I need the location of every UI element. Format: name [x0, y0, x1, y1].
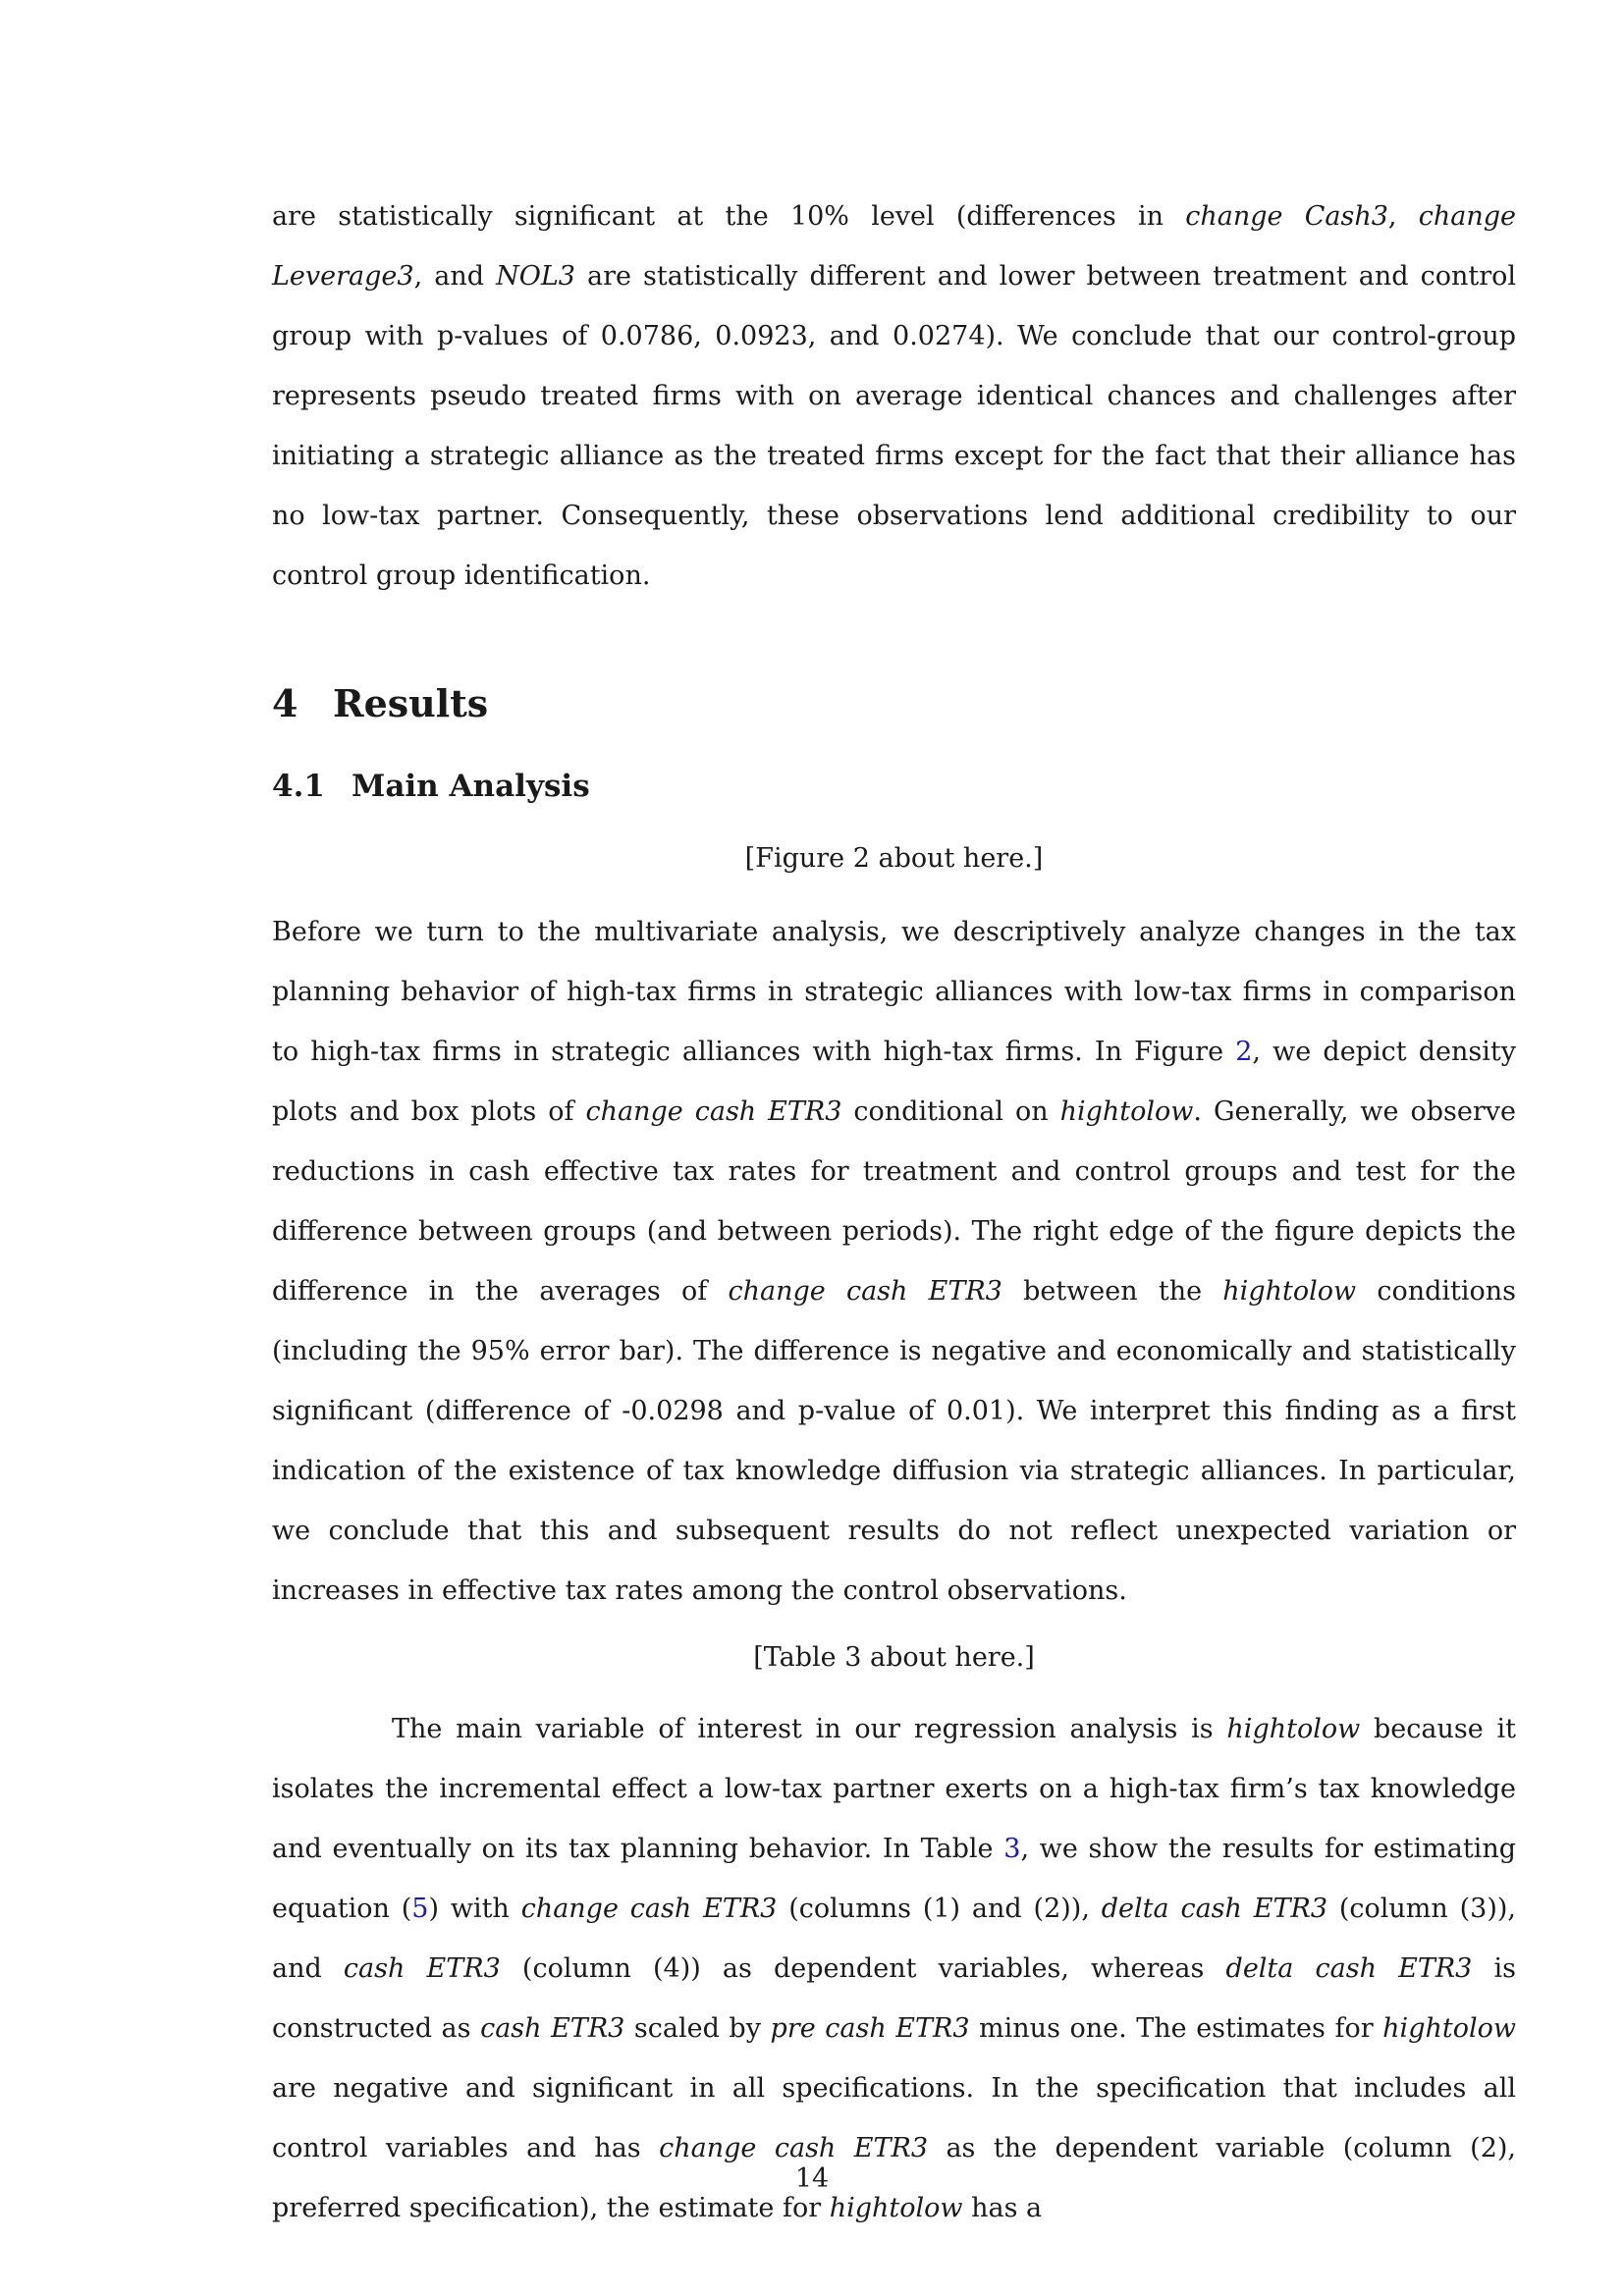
paragraph-robustness: [272, 187, 1516, 606]
variable-name: hightolow: [1382, 2013, 1516, 2044]
variable-name: hightolow: [829, 2193, 963, 2223]
text-run: The main variable of interest in our regression analysis is: [392, 1714, 1227, 1744]
text-run: are statistically significant at the 10% level (differences in: [272, 201, 1186, 232]
text-run: conditions (including the 95% error bar). The difference is negative and economically and statistically significant (difference of -0.0298 and p-value of 0.01). We interpret this finding as a first indication of the existence of tax knowledge diffusion via strategic alliances. In particular, we conclude that this and subsequent results do not reflect unexpected variation or increases in effective tax rates among the control observations.: [272, 1276, 1516, 1606]
variable-name: change Cash3: [1185, 201, 1388, 232]
section-number: 4: [272, 681, 298, 725]
figure-placeholder: [Figure 2 about here.]: [744, 843, 1044, 874]
table-placeholder: [Table 3 about here.]: [753, 1642, 1035, 1673]
variable-name: hightolow: [1226, 1714, 1361, 1744]
text-run: because it isolates the incremental effect a low-tax partner exerts on a high-tax firm’s tax knowledge and eventually on its tax planning behavior. In Table: [272, 1714, 1516, 1864]
variable-name: cash ETR3: [343, 1953, 501, 1984]
text-run: are statistically different and lower between treatment and control group with p-values of 0.0786, 0.0923, and 0.0274). We conclude that our control-group represents pseudo treated firms with on average identical chances and challenges after initiating a strategic alliance as the treated firms except for the fact that their alliance has no low-tax partner. Consequently, these observations lend additional credibility to our control group identification.: [272, 261, 1516, 591]
text-run: are negative and significant in all specifications. In the specification that includes all control variables and has: [272, 2073, 1516, 2163]
variable-name: pre cash ETR3: [770, 2013, 970, 2044]
subsection-title: Main Analysis: [352, 769, 590, 804]
section-title: Results: [333, 681, 489, 725]
page-body: [272, 187, 1516, 2238]
figure-reference-link[interactable]: 2: [1235, 1037, 1253, 1067]
text-run: ,: [1387, 201, 1419, 232]
page-number: 14: [794, 2163, 830, 2194]
subsection-heading-main-analysis: [272, 767, 1516, 806]
variable-name: change Leverage3: [272, 201, 1516, 292]
variable-name: change cash ETR3: [585, 1096, 842, 1127]
equation-reference-link[interactable]: 5: [411, 1894, 429, 1924]
variable-name: hightolow: [1059, 1096, 1194, 1127]
text-run: conditional on: [841, 1096, 1060, 1127]
variable-name: delta cash ETR3: [1225, 1953, 1473, 1984]
text-run: , we show the results for estimating equation (: [272, 1834, 1516, 1924]
text-run: minus one. The estimates for: [969, 2013, 1383, 2044]
table-reference-link[interactable]: 3: [1003, 1834, 1021, 1864]
text-run: (column (3)), and: [272, 1894, 1517, 1984]
variable-name: change cash ETR3: [659, 2133, 928, 2163]
section-heading-results: [272, 680, 1516, 727]
variable-name: delta cash ETR3: [1101, 1894, 1328, 1924]
text-run: (column (4)) as dependent variables, whereas: [500, 1953, 1226, 1984]
text-run: scaled by: [624, 2013, 771, 2044]
text-run: , and: [413, 261, 497, 292]
variable-name: NOL3: [496, 261, 575, 292]
text-run: is constructed as: [272, 1953, 1517, 2044]
variable-name: change cash ETR3: [728, 1276, 1002, 1307]
variable-name: hightolow: [1222, 1276, 1357, 1307]
text-run: , we depict density plots and box plots of: [272, 1037, 1516, 1127]
text-run: Before we turn to the multivariate analysis, we descriptively analyze changes in the tax planning behavior of high-tax firms in strategic alliances with low-tax firms in comparison to high-tax firms in strategic alliances with high-tax firms. In Figure: [272, 917, 1516, 1067]
variable-name: change cash ETR3: [520, 1894, 778, 1924]
paragraph-regression-analysis: [272, 1699, 1516, 2238]
text-run: (columns (1) and (2)),: [777, 1894, 1102, 1924]
text-run: between the: [1001, 1276, 1223, 1307]
variable-name: cash ETR3: [480, 2013, 625, 2044]
text-run: ) with: [428, 1894, 521, 1924]
text-run: . Generally, we observe reductions in cash effective tax rates for treatment and control groups and test for the difference between groups (and between periods). The right edge of the figure depicts the difference in the averages of: [272, 1096, 1516, 1307]
subsection-number: 4.1: [272, 769, 325, 804]
paragraph-descriptive-analysis: [272, 902, 1516, 1621]
text-run: as the dependent variable (column (2), preferred specification), the estimate for: [272, 2133, 1516, 2223]
text-run: has a: [962, 2193, 1043, 2223]
